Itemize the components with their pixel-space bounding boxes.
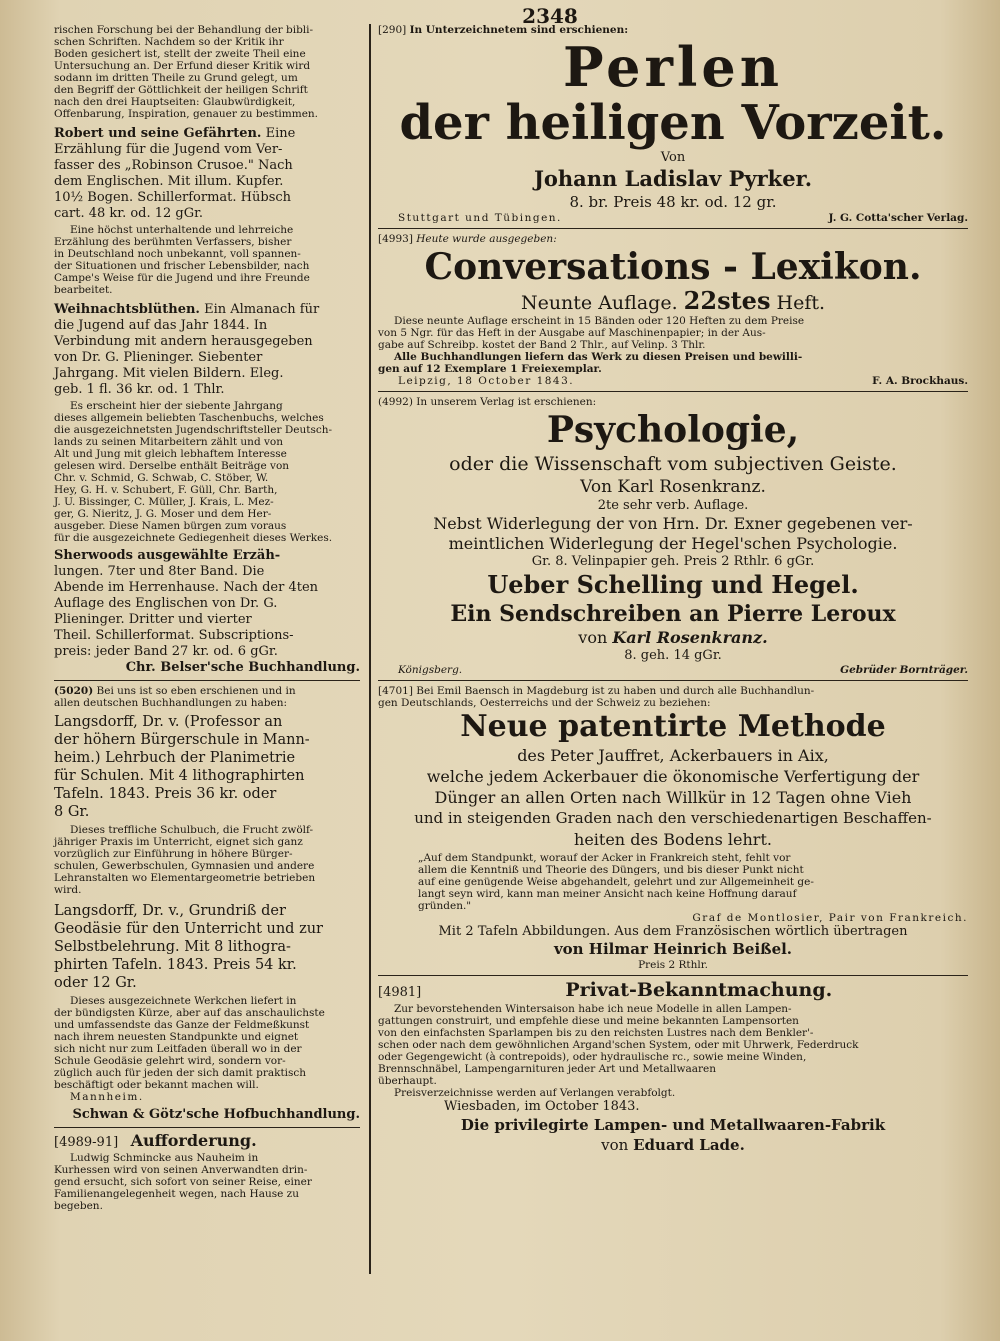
ad-4989 [54, 1132, 360, 1212]
lampen-body: Zur bevorstehenden Wintersaison habe ich neue Modelle in allen Lampen- gattungen construirt, und empfehle diese und meine bekannten Lampensorten von den einfachsten Sparlampen bis zu den reichsten Lustres nach dem Benkler'- schen oder nach dem gewöhnlichen Argand'schen System, oder mit Uhrwerk, Federdruck oder Gegengewicht (à contrepoids), oder hydraulische rc., sowie meine Winden, Brennschnäbel, Lampengarnituren jeder Art und Metallwaaren überhaupt. Preisverzeichnisse werden auf Verlangen verabfolgt. [378, 1003, 859, 1099]
brockhaus-imprint: Leipzig, 18 October 1843. F. A. Brockhaus. [398, 375, 968, 387]
psychologie-title: Psychologie, [546, 409, 800, 451]
mannheim-place: Mannheim. [70, 1091, 144, 1103]
ad-4992: (4992) In unserem Verlag ist erschienen: Psychologie, oder die Wissenschaft vom subjectiven Geiste. Von Karl Rosenkranz. 2te sehr verb. Auflage. Nebst Widerlegung der von Hrn. Dr. Exner gegebenen ver- meintlichen Widerlegung der Hegel'schen Psychologie. Gr. 8. Velinpapier geh. Preis 2 Rthlr. 6 gGr. Ueber Schelling und Hegel. Ein Sendschreiben an Pierre Leroux von Karl Rosenkranz. 8. geh. 14 gGr. Königsberg. Gebrüder Bornträger. [378, 396, 968, 676]
perlen-title: Perlen [562, 35, 784, 99]
psychologie-edition: 2te sehr verb. Auflage. [597, 498, 749, 513]
rule-4993 [378, 228, 968, 229]
sherwood-publisher: Chr. Belser'sche Buchhandlung. [125, 660, 360, 675]
rule-4989 [54, 1127, 360, 1128]
ad-5020: (5020) Bei uns ist so eben erschienen und in allen deutschen Buchhandlungen zu haben: Langsdorff, Dr. v. (Professor an der höhern Bürgerschule in Mann- heim.) Lehrbuch der Planimetrie für Schulen. Mit 4 lithographirten Tafeln. 1843. Preis 36 kr. oder 8 Gr. Dieses treffliche Schulbuch, die Frucht zwölf- jähriger Praxis im Unterricht, eignet sich ganz vorzüglich zur Einführung in höhere Bürger- schulen, Gewerbschulen, Gymnasien und andere Lehranstalten wo Elementargeometrie betrieben wird. Langsdorff, Dr. v., Grundriß der Geodäsie für den Unterricht und zur Selbstbelehrung. Mit 8 lithogra- phirten Tafeln. 1843. Preis 54 kr. oder 12 Gr. Dieses ausgezeichnete Werkchen liefert in der bündigsten Kürze, aber auf das anschaulichste und umfassendste das Ganze der Feldmeßkunst nach ihrem neuesten Standpunkte und eignet sich nicht nur zum Leitfaden überall wo in der Schule Geodäsie gelehrt wird, sondern vor- züglich auch für jeden der sich damit praktisch beschäftigt oder bekannt machen will. Mannheim. Schwan & Götz'sche Hofbuchhandlung. [54, 685, 360, 1122]
weihnacht-title: Weihnachtsblüthen. [54, 302, 200, 317]
wiesbaden-place: Wiesbaden, im October 1843. [444, 1099, 640, 1114]
sendschreiben-title: Ein Sendschreiben an Pierre Leroux [450, 601, 896, 627]
perlen-price: 8. br. Preis 48 kr. od. 12 gr. [569, 193, 777, 211]
schelling-author: von Karl Rosenkranz. [578, 628, 768, 647]
vorzeit-title: der heiligen Vorzeit. [399, 95, 947, 151]
ad-4993: [4993] Heute wurde ausgegeben: Conversations - Lexikon. Neunte Auflage. 22stes Heft. Diese neunte Auflage erscheint in 15 Bänden oder 120 Heften zu dem Preise von 5 Ngr. für das Heft in der Ausgabe auf Maschinenpapier; in der Aus- gabe auf Schreibp. kostet der Band 2 Thlr., auf Velinp. 3 Thlr. Alle Buchhandlungen liefern das Werk zu diesen Preisen und bewilli- gen auf 12 Exemplare 1 Freiexemplar. Leipzig, 18 October 1843. F. A. Brockhaus. [378, 233, 968, 387]
rule-4992 [378, 391, 968, 392]
column-divider [369, 24, 371, 1274]
ad-4981-number: [4981] [378, 985, 422, 1000]
sherwood-ad: Sherwoods ausgewählte Erzäh- lungen. 7ter und 8ter Band. Die Abende im Herrenhause. Nach der 4ten Auflage des Englischen von Dr. G. Plieninger. Dritter und vierter Theil. Schillerformat. Subscriptions- preis: jeder Band 27 kr. od. 6 gGr. Chr. Belser'sche Buchhandlung. [54, 548, 360, 675]
sherwood-title: Sherwoods ausgewählte Erzäh- [54, 548, 281, 563]
bekanntmachung-title: Privat-Bekanntmachung. [565, 979, 833, 1001]
schwan-publisher: Schwan & Götz'sche Hofbuchhandlung. [72, 1107, 360, 1122]
lexikon-edition: Neunte Auflage. 22stes Heft. [520, 286, 826, 315]
robert-ad: Robert und seine Gefährten. Eine Erzählung für die Jugend vom Ver- fasser des „Robinson Crusoe." Nach dem Englischen. Mit illum. Kupfer. 10½ Bogen. Schillerformat. Hübsch cart. 48 kr. od. 12 gGr. Eine höchst unterhaltende und lehrreiche Erzählung des berühmten Verfassers, bisher in Deutschland noch unbekannt, voll spannen- der Situationen und frischer Lebensbilder, nach Campe's Weise für die Jugend und ihre Freunde bearbeitet. [54, 126, 360, 296]
ad-290-number: [290] [378, 24, 407, 36]
ad-4992-number: (4992) [378, 396, 413, 408]
methode-title: Neue patentirte Methode [460, 709, 886, 744]
langsdorff-geodaesie: Langsdorff, Dr. v., Grundriß der Geodäsie für den Unterricht und zur Selbstbelehrung. Mit 8 lithogra- phirten Tafeln. 1843. Preis 54 kr. oder 12 Gr. [54, 903, 323, 991]
ad-4989-number: [4989-91] [54, 1135, 119, 1150]
geodaesie-description: Dieses ausgezeichnete Werkchen liefert in der bündigsten Kürze, aber auf das anschaulichste und umfassendste das Ganze der Feldmeßkunst nach ihrem neuesten Standpunkte und eignet sich nicht nur zum Leitfaden überall wo in der Schule Geodäsie gelehrt wird, sondern vor- züglich auch für jeden der sich damit praktisch beschäftigt oder bekannt machen will. Mannheim. [54, 995, 360, 1103]
aufforderung-title: Aufforderung. [130, 1131, 257, 1150]
schelling-price: 8. geh. 14 gGr. [624, 648, 722, 663]
weihnacht-ad: Weihnachtsblüthen. Ein Almanach für die Jugend auf das Jahr 1844. In Verbindung mit andern herausgegeben von Dr. G. Plieninger. Siebenter Jahrgang. Mit vielen Bildern. Eleg. geb. 1 fl. 36 kr. od. 1 Thlr. Es erscheint hier der siebente Jahrgang dieses allgemein beliebten Taschenbuchs, welches die ausgezeichnetsten Jugendschriftsteller Deutsch- lands zu seinen Mitarbeitern zählt und von Alt und Jung mit gleich lebhaftem Interesse gelesen wird. Derselbe enthält Beiträge von Chr. v. Schmid, G. Schwab, C. Stöber, W. Hey, G. H. v. Schubert, F. Güll, Chr. Barth, J. U. Bissinger, C. Müller, J. Krais, L. Mez- ger, G. Nieritz, J. G. Moser und dem Her- ausgeber. Diese Namen bürgen zum voraus für die ausgezeichnete Gediegenheit dieses Werkes. [54, 302, 360, 544]
rule-4701 [378, 680, 968, 681]
psychologie-subtitle: oder die Wissenschaft vom subjectiven Geiste. [449, 453, 897, 475]
rule-4981 [378, 975, 968, 976]
von-label: Von [660, 150, 686, 165]
ad-4701-number: [4701] [378, 685, 413, 697]
ad-5020-number: (5020) [54, 685, 94, 697]
rosenkranz-author: Von Karl Rosenkranz. [580, 477, 766, 497]
montlosier-quote: „Auf dem Standpunkt, worauf der Acker in Frankreich steht, fehlt vor allem die Kenntniß und Theorie des Düngers, und bis dieser Punkt nicht auf eine genügende Weise abgehandelt, gelehrt und zur Allgemeinheit ge- langt seyn wird, kann man meiner Ansicht nach keine Hoffnung darauf gründen." Graf de Montlosier, Pair von Frankreich. [418, 852, 968, 924]
lexikon-title: Conversations - Lexikon. [424, 246, 922, 288]
pyrker-author: Johann Ladislav Pyrker. [533, 166, 813, 191]
robert-title: Robert und seine Gefährten. [54, 126, 262, 141]
psychologie-price: Gr. 8. Velinpapier geh. Preis 2 Rthlr. 6 gGr. [531, 554, 815, 569]
intro-paragraph: rischen Forschung bei der Behandlung der bibli- schen Schriften. Nachdem so der Kritik ihr Boden gesichert ist, stellt der zweite Theil eine Untersuchung an. Der Erfund dieser Kritik wird sodann im dritten Theile zu Grund gelegt, um den Begriff der Göttlichkeit der heiligen Schrift nach den drei Hauptseiten: Glaubwürdigkeit, Offenbarung, Inspiration, genauer zu bestimmen. [54, 24, 319, 120]
borntraeger-imprint: Königsberg. Gebrüder Bornträger. [398, 664, 968, 676]
cotta-imprint: Stuttgart und Tübingen. J. G. Cotta'scher Verlag. [398, 212, 968, 224]
ad-4701: [4701] Bei Emil Baensch in Magdeburg ist zu haben und durch alle Buchhandlun- gen Deutschlands, Oesterreichs und der Schweiz zu beziehen: Neue patentirte Methode des Peter Jauffret, Ackerbauers in Aix, welche jedem Ackerbauer die ökonomische Verfertigung der Dünger an allen Orten nach Willkür in 12 Tagen ohne Vieh und in steigenden Graden nach den verschiedenartigen Beschaffen- heiten des Bodens lehrt. „Auf dem Standpunkt, worauf der Acker in Frankreich steht, fehlt vor allem die Kenntniß und Theorie des Düngers, und bis dieser Punkt nicht auf eine genügende Weise abgehandelt, gelehrt und zur Allgemeinheit ge- langt seyn wird, kann man meiner Ansicht nach keine Hoffnung darauf gründen." Graf de Montlosier, Pair von Frankreich. Mit 2 Tafeln Abbildungen. Aus dem Französischen wörtlich übertragen von Hilmar Heinrich Beißel. Preis 2 Rthlr. [378, 685, 968, 971]
lampen-factory: Die privilegirte Lampen- und Metallwaaren-Fabrik [460, 1116, 886, 1134]
left-column [54, 24, 360, 1212]
schelling-title: Ueber Schelling und Hegel. [487, 570, 859, 599]
methode-price: Preis 2 Rthlr. [638, 959, 708, 971]
lexikon-body: Diese neunte Auflage erscheint in 15 Bänden oder 120 Heften zu dem Preise von 5 Ngr. für das Heft in der Ausgabe auf Maschinenpapier; in der Aus- gabe auf Schreibp. kostet der Band 2 Thlr., auf Velinp. 3 Thlr. [378, 315, 805, 351]
lade-owner: von Eduard Lade. [601, 1136, 745, 1154]
rule-5020 [54, 680, 360, 681]
weihnacht-description: Es erscheint hier der siebente Jahrgang dieses allgemein beliebten Taschenbuchs, welches die ausgezeichnetsten Jugendschriftsteller Deutsch- lands zu seinen Mitarbeitern zählt und von Alt und Jung mit gleich lebhaftem Interesse gelesen wird. Derselbe enthält Beiträge von Chr. v. Schmid, G. Schwab, C. Stöber, W. Hey, G. H. v. Schubert, F. Güll, Chr. Barth, J. U. Bissinger, C. Müller, J. Krais, L. Mez- ger, G. Nieritz, J. G. Moser und dem Her- ausgeber. Diese Namen bürgen zum voraus für die ausgezeichnete Gediegenheit dieses Werkes. [54, 400, 333, 544]
ad-4981 [378, 980, 968, 1155]
page-number: 2348 [522, 4, 578, 28]
right-column [378, 24, 968, 1155]
aufforderung-body: Ludwig Schmincke aus Nauheim in Kurhessen wird von seinen Anverwandten drin- gend ersucht, sich sofort von seiner Reise, einer Familienangelegenheit wegen, nach Hause zu begeben. [54, 1152, 312, 1212]
langsdorff-planimetrie: Langsdorff, Dr. v. (Professor an der höhern Bürgerschule in Mann- heim.) Lehrbuch der Planimetrie für Schulen. Mit 4 lithographirten Tafeln. 1843. Preis 36 kr. oder 8 Gr. [54, 714, 310, 820]
ad-290: [290] In Unterzeichnetem sind erschienen: Perlen der heiligen Vorzeit. Von Johann Ladislav Pyrker. 8. br. Preis 48 kr. od. 12 gr. Stuttgart und Tübingen. J. G. Cotta'scher Verlag. [378, 24, 968, 224]
robert-description: Eine höchst unterhaltende und lehrreiche Erzählung des berühmten Verfassers, bisher in Deutschland noch unbekannt, voll spannen- der Situationen und frischer Lebensbilder, nach Campe's Weise für die Jugend und ihre Freunde bearbeitet. [54, 224, 310, 296]
tafeln-line: Mit 2 Tafeln Abbildungen. Aus dem Französischen wörtlich übertragen [438, 924, 908, 939]
ad-4993-number: [4993] [378, 233, 413, 245]
beissel-translator: von Hilmar Heinrich Beißel. [553, 940, 793, 958]
planimetrie-description: Dieses treffliche Schulbuch, die Frucht zwölf- jähriger Praxis im Unterricht, eignet sich ganz vorzüglich zur Einführung in höhere Bürger- schulen, Gewerbschulen, Gymnasien und andere Lehranstalten wo Elementargeometrie betrieben wird. [54, 824, 316, 896]
